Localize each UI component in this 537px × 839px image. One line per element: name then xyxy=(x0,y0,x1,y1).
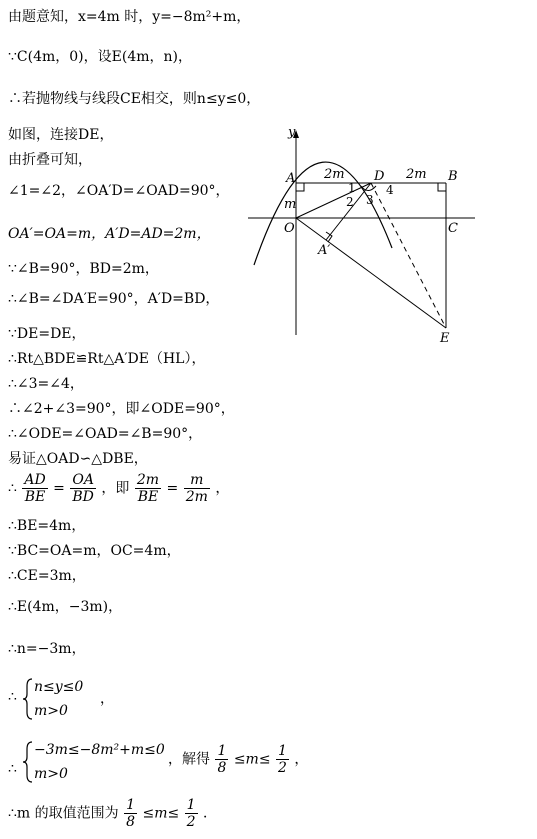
equals-sign: = xyxy=(166,480,179,497)
label-angle-1: 1 xyxy=(348,181,356,195)
fraction-numerator: 2m xyxy=(136,472,160,488)
line-23-end: ， xyxy=(294,751,309,768)
line-17: ∴BE=4m， xyxy=(8,518,86,534)
label-a-prime: A′ xyxy=(318,243,331,258)
inequality-sign: ≤m≤ xyxy=(233,751,271,768)
fraction-denominator: BE xyxy=(137,489,159,505)
line-4: 如图，连接DE， xyxy=(8,127,114,143)
label-e: E xyxy=(440,331,450,346)
line-23-prefix: ∴ xyxy=(8,761,17,777)
fraction-denominator: 8 xyxy=(217,760,227,776)
line-20: ∴E(4m，−3m)， xyxy=(8,599,123,615)
fraction-oa-bd xyxy=(70,472,96,505)
label-y: y xyxy=(288,125,296,140)
line-8: ∵∠B=90°，BD=2m， xyxy=(8,261,159,277)
fraction-ad-be xyxy=(22,472,47,505)
fraction-numerator: 1 xyxy=(217,743,227,759)
line-24-prefix: ∴m 的取值范围为 xyxy=(8,805,119,822)
line-22-end: ， xyxy=(100,691,114,707)
line-9: ∴∠B=∠DA′E=90°，A′D=BD， xyxy=(8,291,220,307)
segment-de xyxy=(371,183,446,328)
equals-sign: = xyxy=(53,480,65,497)
line-24 xyxy=(8,797,217,830)
line-21: ∴n=−3m， xyxy=(8,641,86,657)
line-15: 易证△OAD∽△DBE， xyxy=(8,451,148,467)
fraction-m-2m xyxy=(184,472,210,505)
line-24-end: ． xyxy=(203,805,218,822)
fraction-numerator: OA xyxy=(72,472,94,488)
line-7: OA′=OA=m，A′D=AD=2m， xyxy=(8,226,211,242)
fraction-one-eighth xyxy=(124,797,137,830)
line-10: ∵DE=DE， xyxy=(8,326,86,342)
line-19: ∴CE=3m， xyxy=(8,568,86,584)
fraction-one-half xyxy=(276,743,289,776)
fraction-denominator: 2m xyxy=(185,489,208,505)
fraction-numerator: 1 xyxy=(278,743,287,759)
label-angle-2: 2 xyxy=(346,195,354,209)
right-angle-a-icon xyxy=(296,183,304,191)
fraction-numerator: 1 xyxy=(126,797,136,813)
fraction-denominator: BE xyxy=(24,489,46,505)
line-2: ∵C(4m，0)，设E(4m，n)， xyxy=(8,49,192,65)
segment-a-prime-e xyxy=(326,240,446,328)
label-o: O xyxy=(284,221,295,236)
line-11: ∴Rt△BDE≌Rt△A′DE（HL）， xyxy=(8,351,206,367)
geometry-figure xyxy=(240,120,480,350)
line-16-end: ， xyxy=(215,480,230,497)
fraction-2m-be xyxy=(135,472,161,505)
fraction-denominator: 2 xyxy=(278,760,287,776)
segment-od xyxy=(296,183,371,218)
line-16 xyxy=(8,472,229,505)
line-6: ∠1=∠2，∠OA′D=∠OAD=90°， xyxy=(8,183,230,199)
label-d: D xyxy=(374,169,385,184)
fraction-denominator: BD xyxy=(72,489,94,505)
line-3: ∴若抛物线与线段CE相交，则n≤y≤0， xyxy=(8,91,261,107)
label-angle-3: 3 xyxy=(366,193,374,207)
label-b: B xyxy=(448,169,458,184)
label-seg-ad: 2m xyxy=(324,167,345,182)
line-23-solution xyxy=(168,743,308,776)
fraction-one-half xyxy=(185,797,198,830)
brace-icon xyxy=(22,678,34,720)
fraction-numerator: m xyxy=(184,472,210,489)
line-12: ∴∠3=∠4， xyxy=(8,376,84,392)
label-angle-4: 4 xyxy=(386,183,394,197)
line-5: 由折叠可知， xyxy=(8,152,92,168)
fraction-numerator: 1 xyxy=(186,797,196,813)
line-23-middle: ，解得 xyxy=(168,751,210,768)
label-m: m xyxy=(284,197,297,212)
line-14: ∴∠ODE=∠OAD=∠B=90°， xyxy=(8,426,203,442)
line-1: 由题意知，x=4m 时，y=−8m²+m， xyxy=(8,9,251,25)
system-2-row-2: m>0 xyxy=(34,766,68,782)
system-1-row-1: n≤y≤0 xyxy=(34,679,84,695)
line-22-prefix: ∴ xyxy=(8,689,17,705)
fraction-denominator: 8 xyxy=(126,814,136,830)
segment-oa-prime xyxy=(296,218,326,240)
line-16-prefix: ∴ xyxy=(8,480,17,497)
fraction-denominator: 2 xyxy=(186,814,196,830)
system-2-row-1: −3m≤−8m²+m≤0 xyxy=(34,742,165,758)
label-c: C xyxy=(448,221,458,236)
fraction-one-eighth xyxy=(215,743,228,776)
right-angle-b-icon xyxy=(438,183,446,191)
line-18: ∵BC=OA=m，OC=4m， xyxy=(8,543,181,559)
system-1-row-2: m>0 xyxy=(34,703,68,719)
brace-icon xyxy=(22,741,34,783)
label-seg-db: 2m xyxy=(406,167,427,182)
label-a: A xyxy=(286,171,296,186)
line-13: ∴∠2+∠3=90°，即∠ODE=90°， xyxy=(8,401,235,417)
inequality-sign: ≤m≤ xyxy=(142,805,180,822)
fraction-numerator: AD xyxy=(24,472,46,488)
line-16-middle: ，即 xyxy=(101,480,130,497)
